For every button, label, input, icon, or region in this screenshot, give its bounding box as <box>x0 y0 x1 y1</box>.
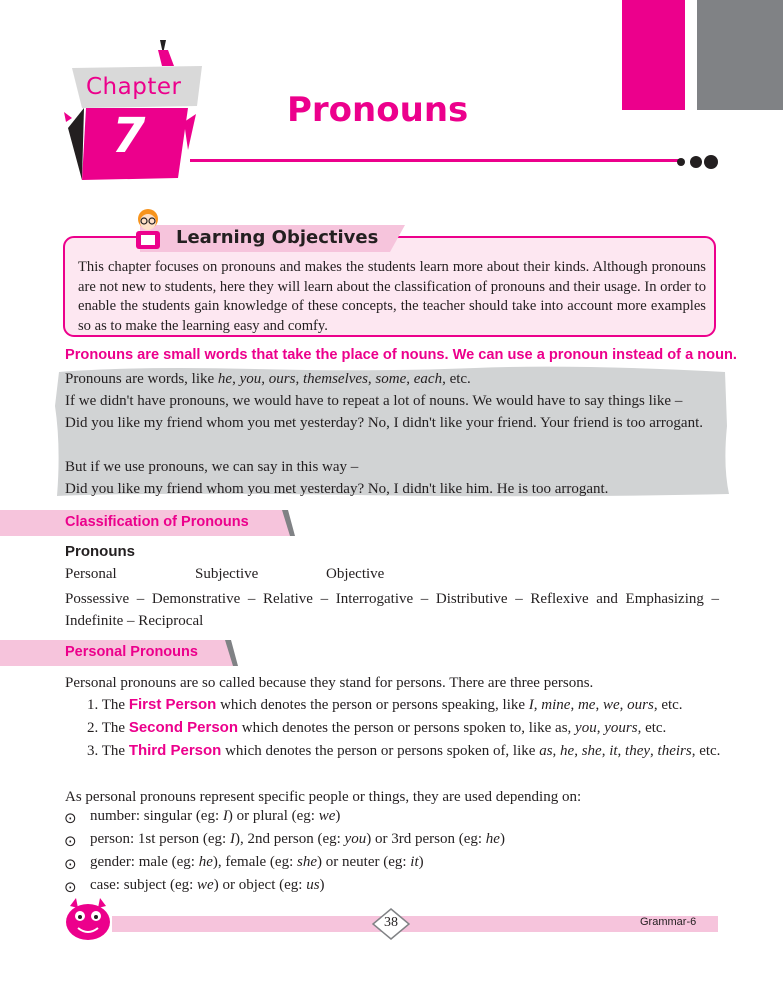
bullet-icon: ⊙ <box>64 832 77 850</box>
monster-mascot-icon <box>62 896 114 944</box>
objective-label: Objective <box>326 566 385 582</box>
learning-objectives-heading: Learning Objectives <box>176 227 379 248</box>
intro-line-2: If we didn't have pronouns, we would have to repeat a lot of nouns. We would have to say things like – <box>65 393 683 409</box>
personal-heading: Personal Pronouns <box>65 644 198 660</box>
bullet-case: case: subject (eg: we) or object (eg: us) <box>90 877 325 893</box>
chapter-label: Chapter <box>86 74 182 100</box>
bullet-icon: ⊙ <box>64 878 77 896</box>
footer-band <box>112 916 718 932</box>
personal-label: Personal <box>65 566 117 582</box>
depending-text: As personal pronouns represent specific people or things, they are used depending on: <box>65 789 582 805</box>
intro-line-1: Pronouns are words, like he, you, ours, themselves, some, each, etc. <box>65 371 471 387</box>
intro-line-5: Did you like my friend whom you met yesterday? No, I didn't like him. He is too arrogant. <box>65 481 609 497</box>
bullet-gender: gender: male (eg: he), female (eg: she) or neuter (eg: it) <box>90 854 424 870</box>
title-underline <box>190 159 680 162</box>
book-name: Grammar-6 <box>640 916 697 928</box>
pronoun-types: Possessive – Demonstrative – Relative – Interrogative – Distributive – Reflexive and Emphasizing – Indefinite – Reciprocal <box>65 591 719 629</box>
pronouns-subheading: Pronouns <box>65 543 135 560</box>
list-item: 3. The Third Person which denotes the person or persons spoken of, like as, he, she, it, they, theirs, etc. <box>87 742 721 759</box>
page-number: 38 <box>384 915 398 930</box>
student-mascot-icon <box>128 207 168 251</box>
top-gray-block <box>697 0 783 110</box>
bullet-icon: ⊙ <box>64 855 77 873</box>
chapter-number: 7 <box>112 108 146 164</box>
subjective-label: Subjective <box>195 566 259 582</box>
bullet-person: person: 1st person (eg: I), 2nd person (eg: you) or 3rd person (eg: he) <box>90 831 505 847</box>
title-dots <box>676 152 720 172</box>
page-title: Pronouns <box>287 90 469 130</box>
bullet-icon: ⊙ <box>64 809 77 827</box>
list-item: 2. The Second Person which denotes the person or persons spoken to, like as, you, yours, etc. <box>87 719 667 736</box>
intro-line-4: But if we use pronouns, we can say in this way – <box>65 459 359 475</box>
classification-heading: Classification of Pronouns <box>65 514 249 530</box>
personal-intro: Personal pronouns are so called because they stand for persons. There are three persons. <box>65 675 594 691</box>
pronoun-definition: Pronouns are small words that take the place of nouns. We can use a pronoun instead of a noun. <box>65 347 737 363</box>
bullet-number: number: singular (eg: I) or plural (eg: we) <box>90 808 341 824</box>
learning-objectives-text: This chapter focuses on pronouns and makes the students learn more about their kinds. Although pronouns are not new to students, here they will learn about the classification of pronouns and their usage. In order to enable the students gain knowledge of these concepts, the teacher should take into account more examples so as to make the learning easy and comfy. <box>78 259 706 334</box>
intro-line-3: Did you like my friend whom you met yesterday? No, I didn't like your friend. Your friend is too arrogant. <box>65 415 703 431</box>
list-item: 1. The First Person which denotes the person or persons speaking, like I, mine, me, we, ours, etc. <box>87 696 683 713</box>
top-pink-block <box>622 0 685 110</box>
